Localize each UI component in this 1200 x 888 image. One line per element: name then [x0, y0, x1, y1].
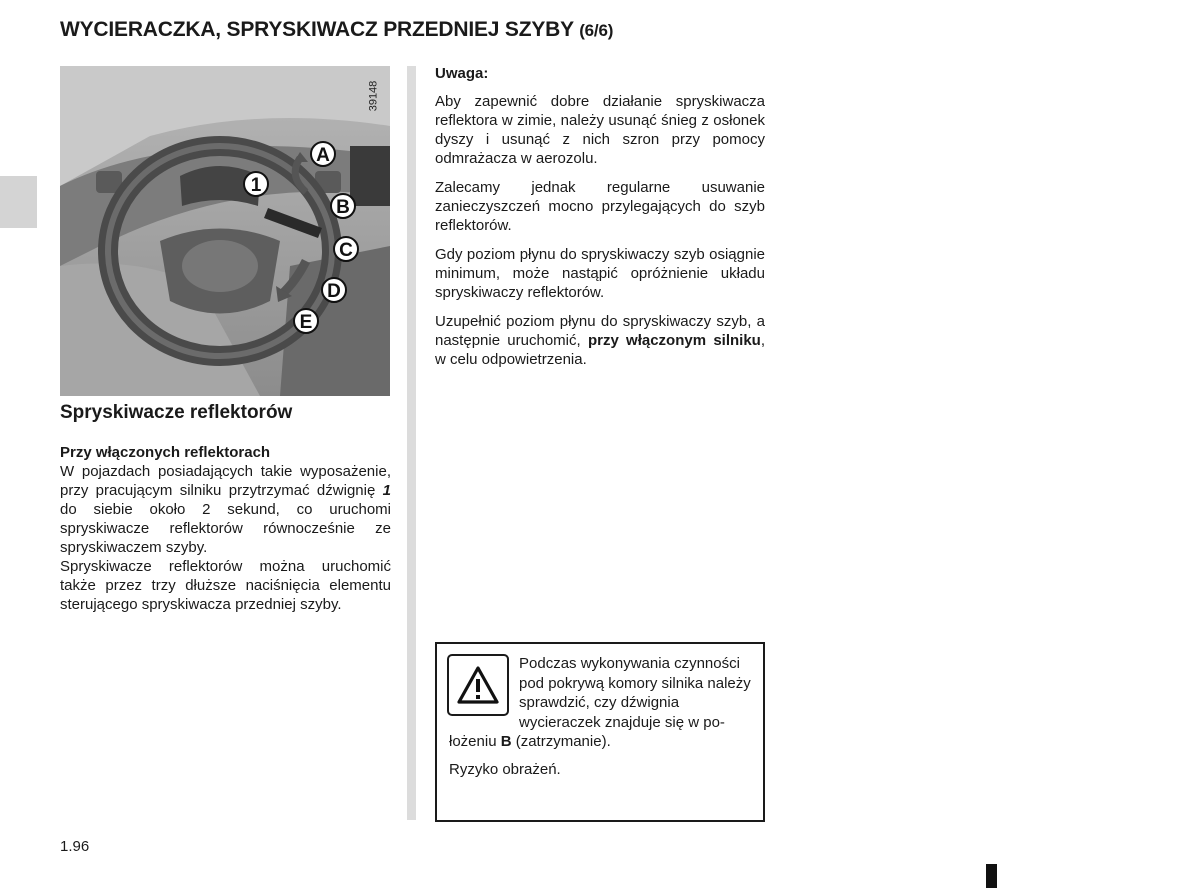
figure-label-e: E — [299, 312, 313, 333]
left-p1-before: W pojazdach posiadających takie wyposażenie, przy pracującym silniku przytrzymać dźwignię — [60, 463, 391, 499]
figure-label-d: D — [327, 281, 341, 302]
steering-wheel-figure — [60, 66, 390, 396]
page-title-suffix: (6/6) — [579, 21, 614, 40]
chapter-tab-marker — [0, 176, 37, 228]
figure-label-a: A — [316, 145, 330, 166]
figure-code-text: 39148 — [367, 80, 379, 112]
left-subhead: Przy włączonych reflektorach — [60, 444, 271, 461]
page-number: 1.96 — [60, 838, 90, 855]
lever-number: 1 — [382, 482, 391, 499]
warning-text: Podczas wykonywania czynności pod pokrywą komory silnika należy sprawdzić, czy dźwignia wycieraczek znajduje się w po- — [519, 655, 751, 731]
right-p4-bold: przy włączonym silniku — [587, 332, 761, 349]
note-label: Uwaga: — [435, 65, 489, 82]
warning-cont-after: (zatrzymanie). — [511, 733, 611, 750]
warning-box — [435, 642, 765, 822]
right-p4-before: Uzupełnić poziom płynu do spryskiwaczy szyb, a następnie uruchomić, — [435, 313, 765, 349]
right-paragraph-4 — [435, 312, 765, 369]
warning-cont-bold: B — [500, 733, 512, 750]
left-body — [60, 443, 391, 614]
left-paragraph-1 — [60, 462, 391, 557]
steering-wheel-illustration — [60, 66, 390, 396]
page-title-text: WYCIERACZKA, SPRYSKIWACZ PRZEDNIEJ SZYBY — [60, 18, 574, 41]
figure-label-b: B — [336, 197, 350, 218]
warning-cont-before: łożeniu — [449, 733, 501, 750]
column-divider — [407, 66, 416, 820]
right-column — [435, 64, 765, 379]
left-p1-after: do siebie około 2 sekund, co uruchomi spryskiwacze reflektorów równocześnie ze spryskiwaczem szyby. — [60, 501, 391, 556]
right-paragraph-1: Aby zapewnić dobre działanie spryskiwacza reflektora w zimie, należy usunąć śnieg z osłonek dyszy i usunąć z nich szron przy pomocy odmrażacza w aerozolu. — [435, 93, 765, 167]
right-p4-after: , w celu odpowietrzenia. — [435, 332, 766, 368]
right-paragraph-3: Gdy poziom płynu do spryskiwaczy szyb osiągnie minimum, może nastąpić opróżnienie układu spryskiwaczy reflektorów. — [435, 246, 765, 301]
figure-label-1: 1 — [250, 175, 262, 196]
page-corner-marker — [986, 864, 997, 888]
page-title — [60, 18, 613, 42]
warning-triangle-icon — [447, 654, 509, 716]
section-heading: Spryskiwacze reflektorów — [60, 402, 293, 423]
left-paragraph-2: Spryskiwacze reflektorów można uruchomić także przez trzy dłuższe naciśnięcia elementu sterującego spryskiwacza przedniej szyby. — [60, 558, 391, 613]
figure-label-c: C — [339, 240, 353, 261]
right-paragraph-2: Zalecamy jednak regularne usuwanie zanieczyszczeń mocno przylegających do szyb reflektorów. — [435, 179, 765, 234]
warning-risk: Ryzyko obrażeń. — [449, 761, 561, 778]
warning-text-continued — [449, 732, 755, 752]
figure-code — [356, 72, 390, 120]
